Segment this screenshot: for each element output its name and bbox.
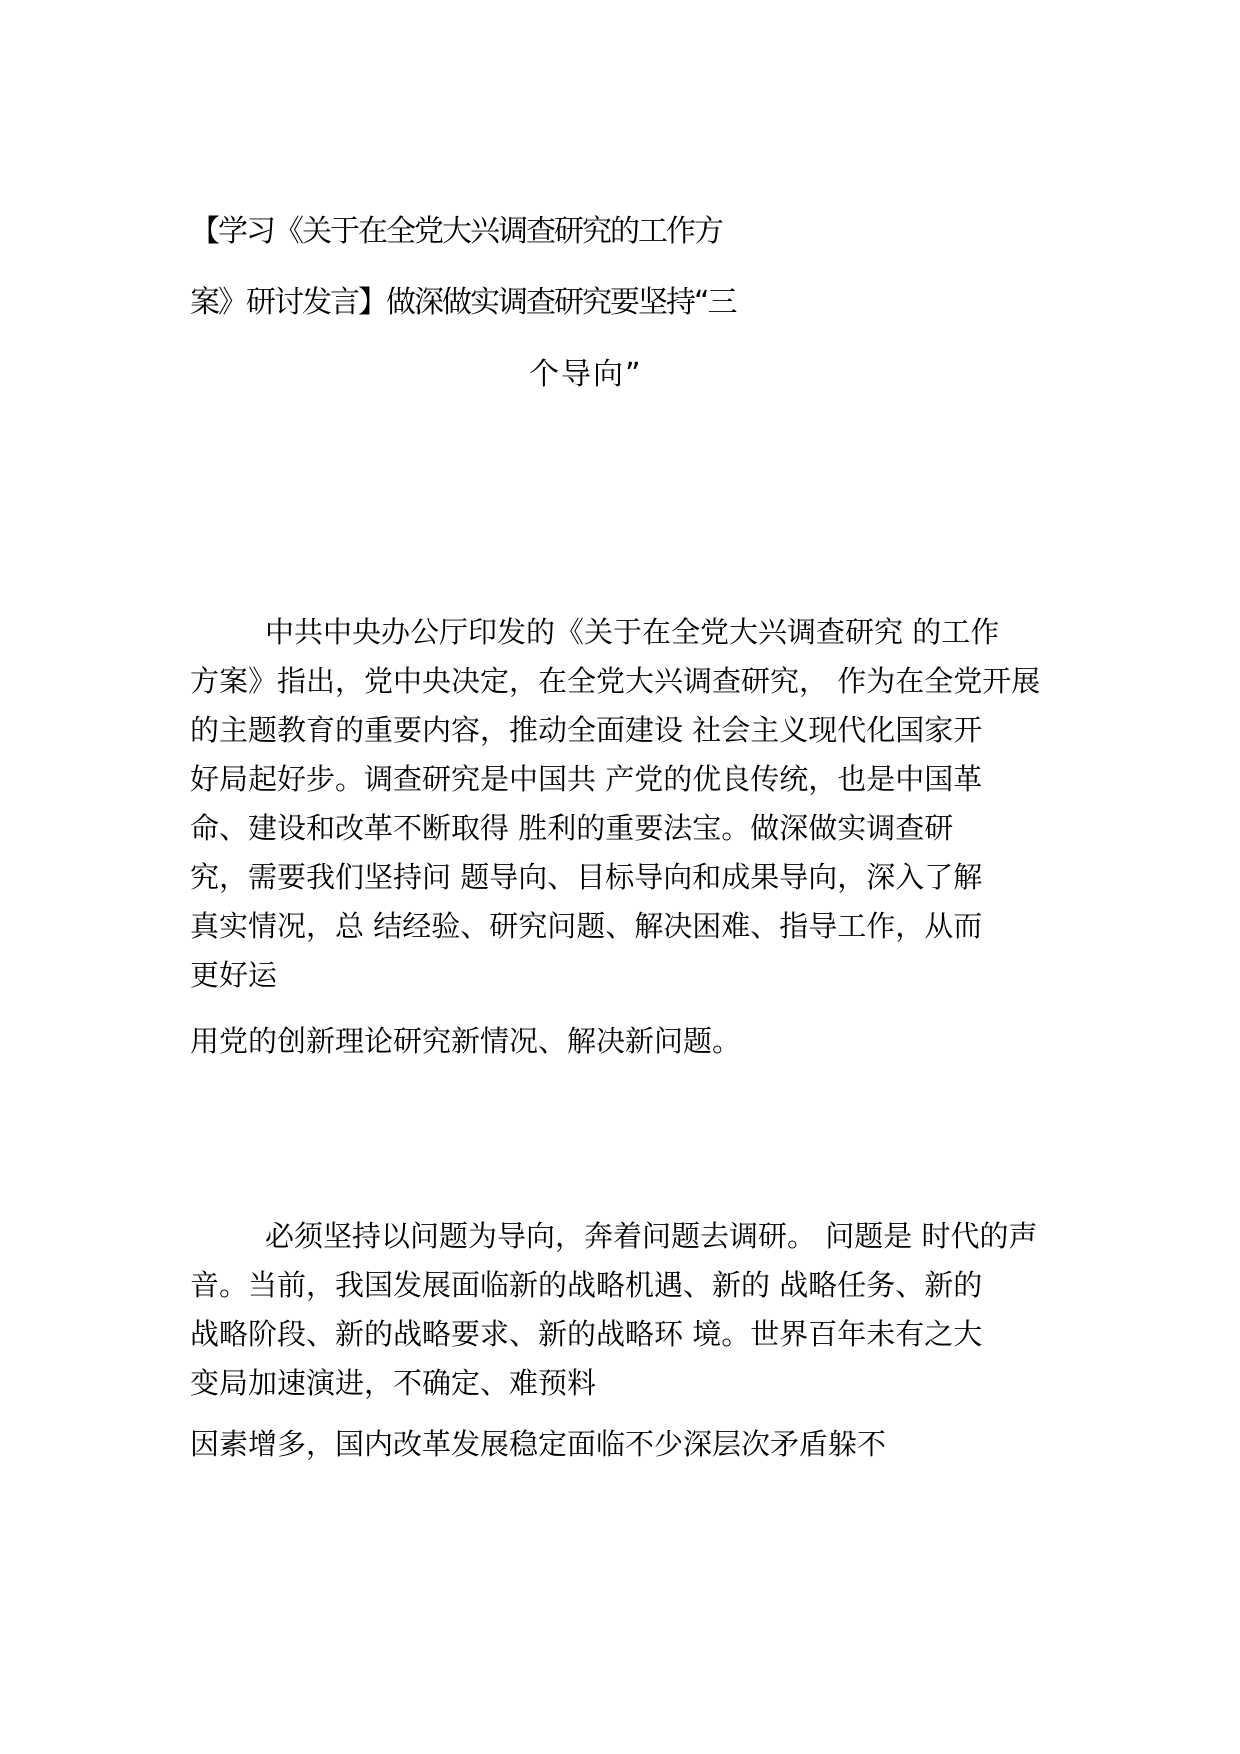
paragraph-2-tail-line: 因素增多，国内改革发展稳定面临不少深层次矛盾躲不 — [190, 1427, 887, 1461]
paragraph-1-tail-line: 用党的创新理论研究新情况、解决新问题。 — [190, 1024, 742, 1058]
paragraph-2-line: 音。当前，我国发展面临新的战略机遇、新的 战略任务、新的 — [190, 1268, 983, 1302]
paragraph-1-line: 的主题教育的重要内容，推动全面建设 社会主义现代化国家开 — [190, 713, 983, 747]
paragraph-1 — [190, 608, 1070, 1000]
paragraph-1-line: 更好运 — [190, 958, 278, 992]
paragraph-2-line: 必须坚持以问题为导向，奔着问题去调研。 问题是 时代的声 — [265, 1219, 1038, 1253]
paragraph-1-tail — [190, 1017, 1070, 1066]
title-line-3: 个导向” — [529, 357, 643, 392]
paragraph-1-line: 究，需要我们坚持问 题导向、目标导向和成果导向，深入了解 — [190, 860, 983, 894]
paragraph-2-line: 变局加速演进，不确定、难预料 — [190, 1366, 597, 1400]
paragraph-2-tail — [190, 1420, 1070, 1469]
paragraph-1-line: 真实情况，总 结经验、研究问题、解决困难、指导工作，从而 — [190, 909, 983, 943]
paragraph-2 — [190, 1212, 1070, 1408]
paragraph-1-line: 命、建设和改革不断取得 胜利的重要法宝。做深做实调查研 — [190, 811, 954, 845]
title-line-2: 案》研讨发言】做深做实调查研究要坚持“三 — [190, 285, 736, 320]
paragraph-1-line: 好局起好步。调查研究是中国共 产党的优良传统，也是中国革 — [190, 762, 983, 796]
paragraph-2-line: 战略阶段、新的战略要求、新的战略环 境。世界百年未有之大 — [190, 1317, 983, 1351]
title-line-1: 【学习《关于在全党大兴调查研究的工作方 — [190, 214, 722, 249]
paragraph-1-line: 方案》指出，党中央决定，在全党大兴调查研究， 作为在全党开展 — [190, 664, 1041, 698]
paragraph-1-line: 中共中央办公厅印发的《关于在全党大兴调查研究 的工作 — [265, 615, 1000, 649]
